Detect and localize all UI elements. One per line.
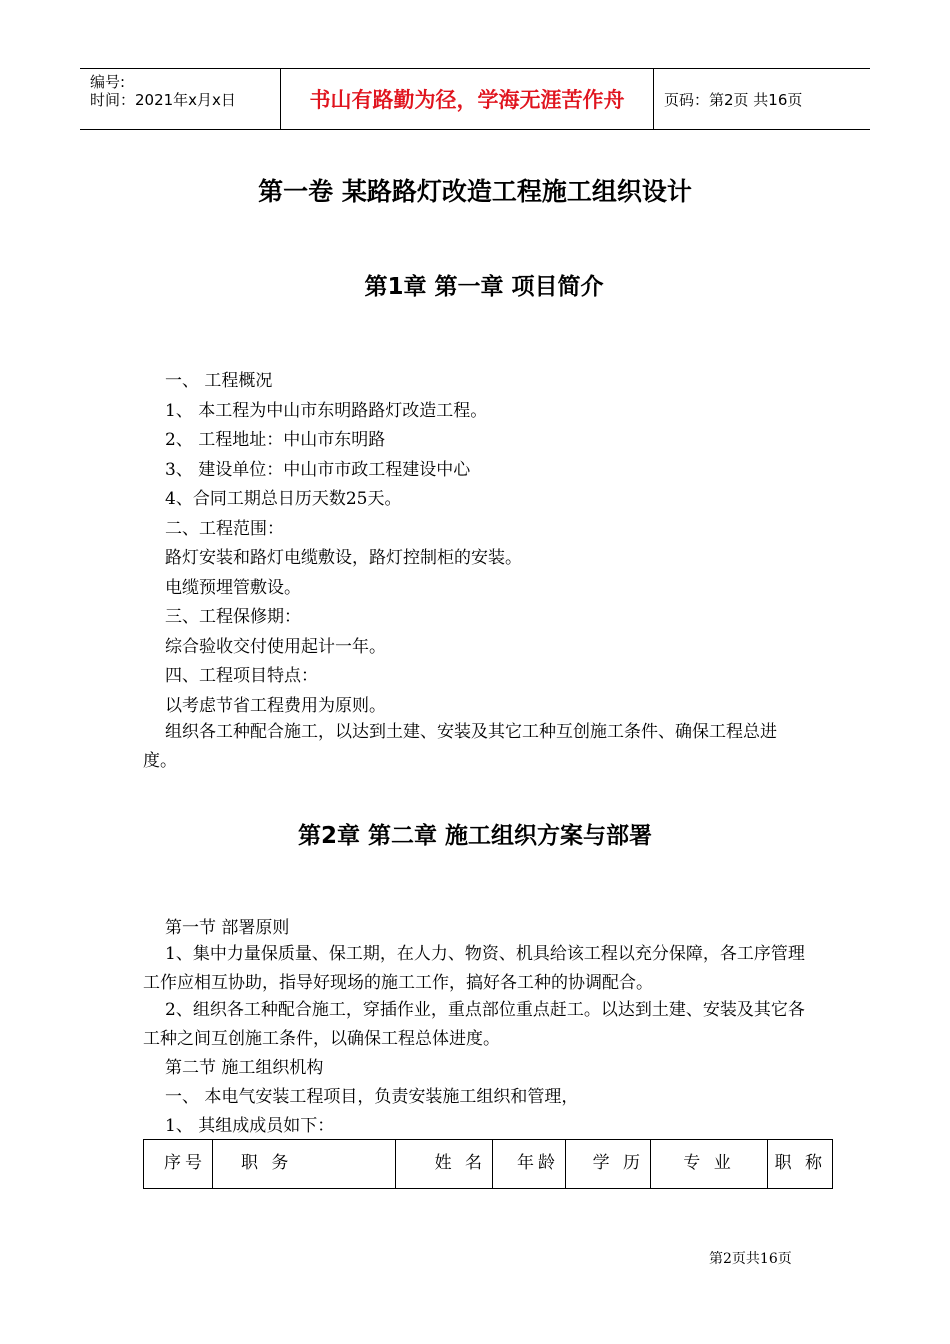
table-header-cell: 职 称 bbox=[768, 1140, 833, 1189]
page-header bbox=[80, 68, 870, 130]
header-page-info: 页码：第2页 共16页 bbox=[664, 90, 803, 109]
ch1-line: 以考虑节省工程费用为原则。 bbox=[165, 696, 386, 716]
section-heading: 第二节 施工组织机构 bbox=[165, 1058, 324, 1078]
time-label: 时间：2021年x月x日 bbox=[90, 91, 236, 109]
ch2-paragraph: 2、组织各工种配合施工，穿插作业，重点部位重点赶工。以达到土建、安装及其它各工种之间互创施工条件，以确保工程总体进度。 bbox=[143, 1000, 805, 1049]
ch2-paragraph: 1、集中力量保质量、保工期，在人力、物资、机具给该工程以充分保障，各工序管理工作应相互协助，指导好现场的施工工作，搞好各工种的协调配合。 bbox=[143, 944, 805, 993]
ch1-line: 电缆预埋管敷设。 bbox=[165, 578, 301, 598]
table-header-cell: 专 业 bbox=[651, 1140, 768, 1189]
ch1-line: 综合验收交付使用起计一年。 bbox=[165, 637, 386, 657]
section-heading: 第一节 部署原则 bbox=[165, 918, 290, 938]
chapter1-title: 第1章 第一章 项目简介 bbox=[364, 274, 604, 300]
table-row bbox=[144, 1140, 833, 1189]
ch1-line: 4、合同工期总日历天数25天。 bbox=[165, 489, 402, 509]
ch1-line: 四、工程项目特点： bbox=[165, 666, 318, 686]
ch1-line: 路灯安装和路灯电缆敷设，路灯控制柜的安装。 bbox=[165, 548, 522, 568]
table-header-cell: 序号 bbox=[144, 1140, 213, 1189]
ch1-line: 二、工程范围： bbox=[165, 519, 284, 539]
ch2-line: 一、 本电气安装工程项目，负责安装施工组织和管理， bbox=[165, 1087, 579, 1107]
ch1-paragraph: 组织各工种配合施工，以达到土建、安装及其它工种互创施工条件、确保工程总进度。 bbox=[143, 722, 777, 771]
ch1-line: 一、 工程概况 bbox=[165, 371, 273, 391]
number-label: 编号: bbox=[90, 73, 126, 91]
page-footer: 第2页共16页 bbox=[709, 1251, 792, 1267]
table-header-cell: 学 历 bbox=[566, 1140, 651, 1189]
staff-table bbox=[143, 1139, 833, 1189]
ch1-line: 三、工程保修期： bbox=[165, 607, 301, 627]
table-header-cell: 姓 名 bbox=[396, 1140, 493, 1189]
ch2-line: 1、 其组成成员如下： bbox=[165, 1116, 335, 1136]
header-meta bbox=[80, 69, 281, 129]
ch1-line: 3、 建设单位：中山市市政工程建设中心 bbox=[165, 460, 471, 480]
volume-title: 第一卷 某路路灯改造工程施工组织设计 bbox=[258, 177, 692, 206]
chapter2-title: 第2章 第二章 施工组织方案与部署 bbox=[297, 823, 653, 849]
table-header-cell: 年龄 bbox=[493, 1140, 566, 1189]
table-header-cell: 职 务 bbox=[213, 1140, 396, 1189]
ch1-line: 2、 工程地址：中山市东明路 bbox=[165, 430, 386, 450]
header-motto: 书山有路勤为径，学海无涯苦作舟 bbox=[281, 69, 654, 129]
ch1-line: 1、 本工程为中山市东明路路灯改造工程。 bbox=[165, 401, 488, 421]
